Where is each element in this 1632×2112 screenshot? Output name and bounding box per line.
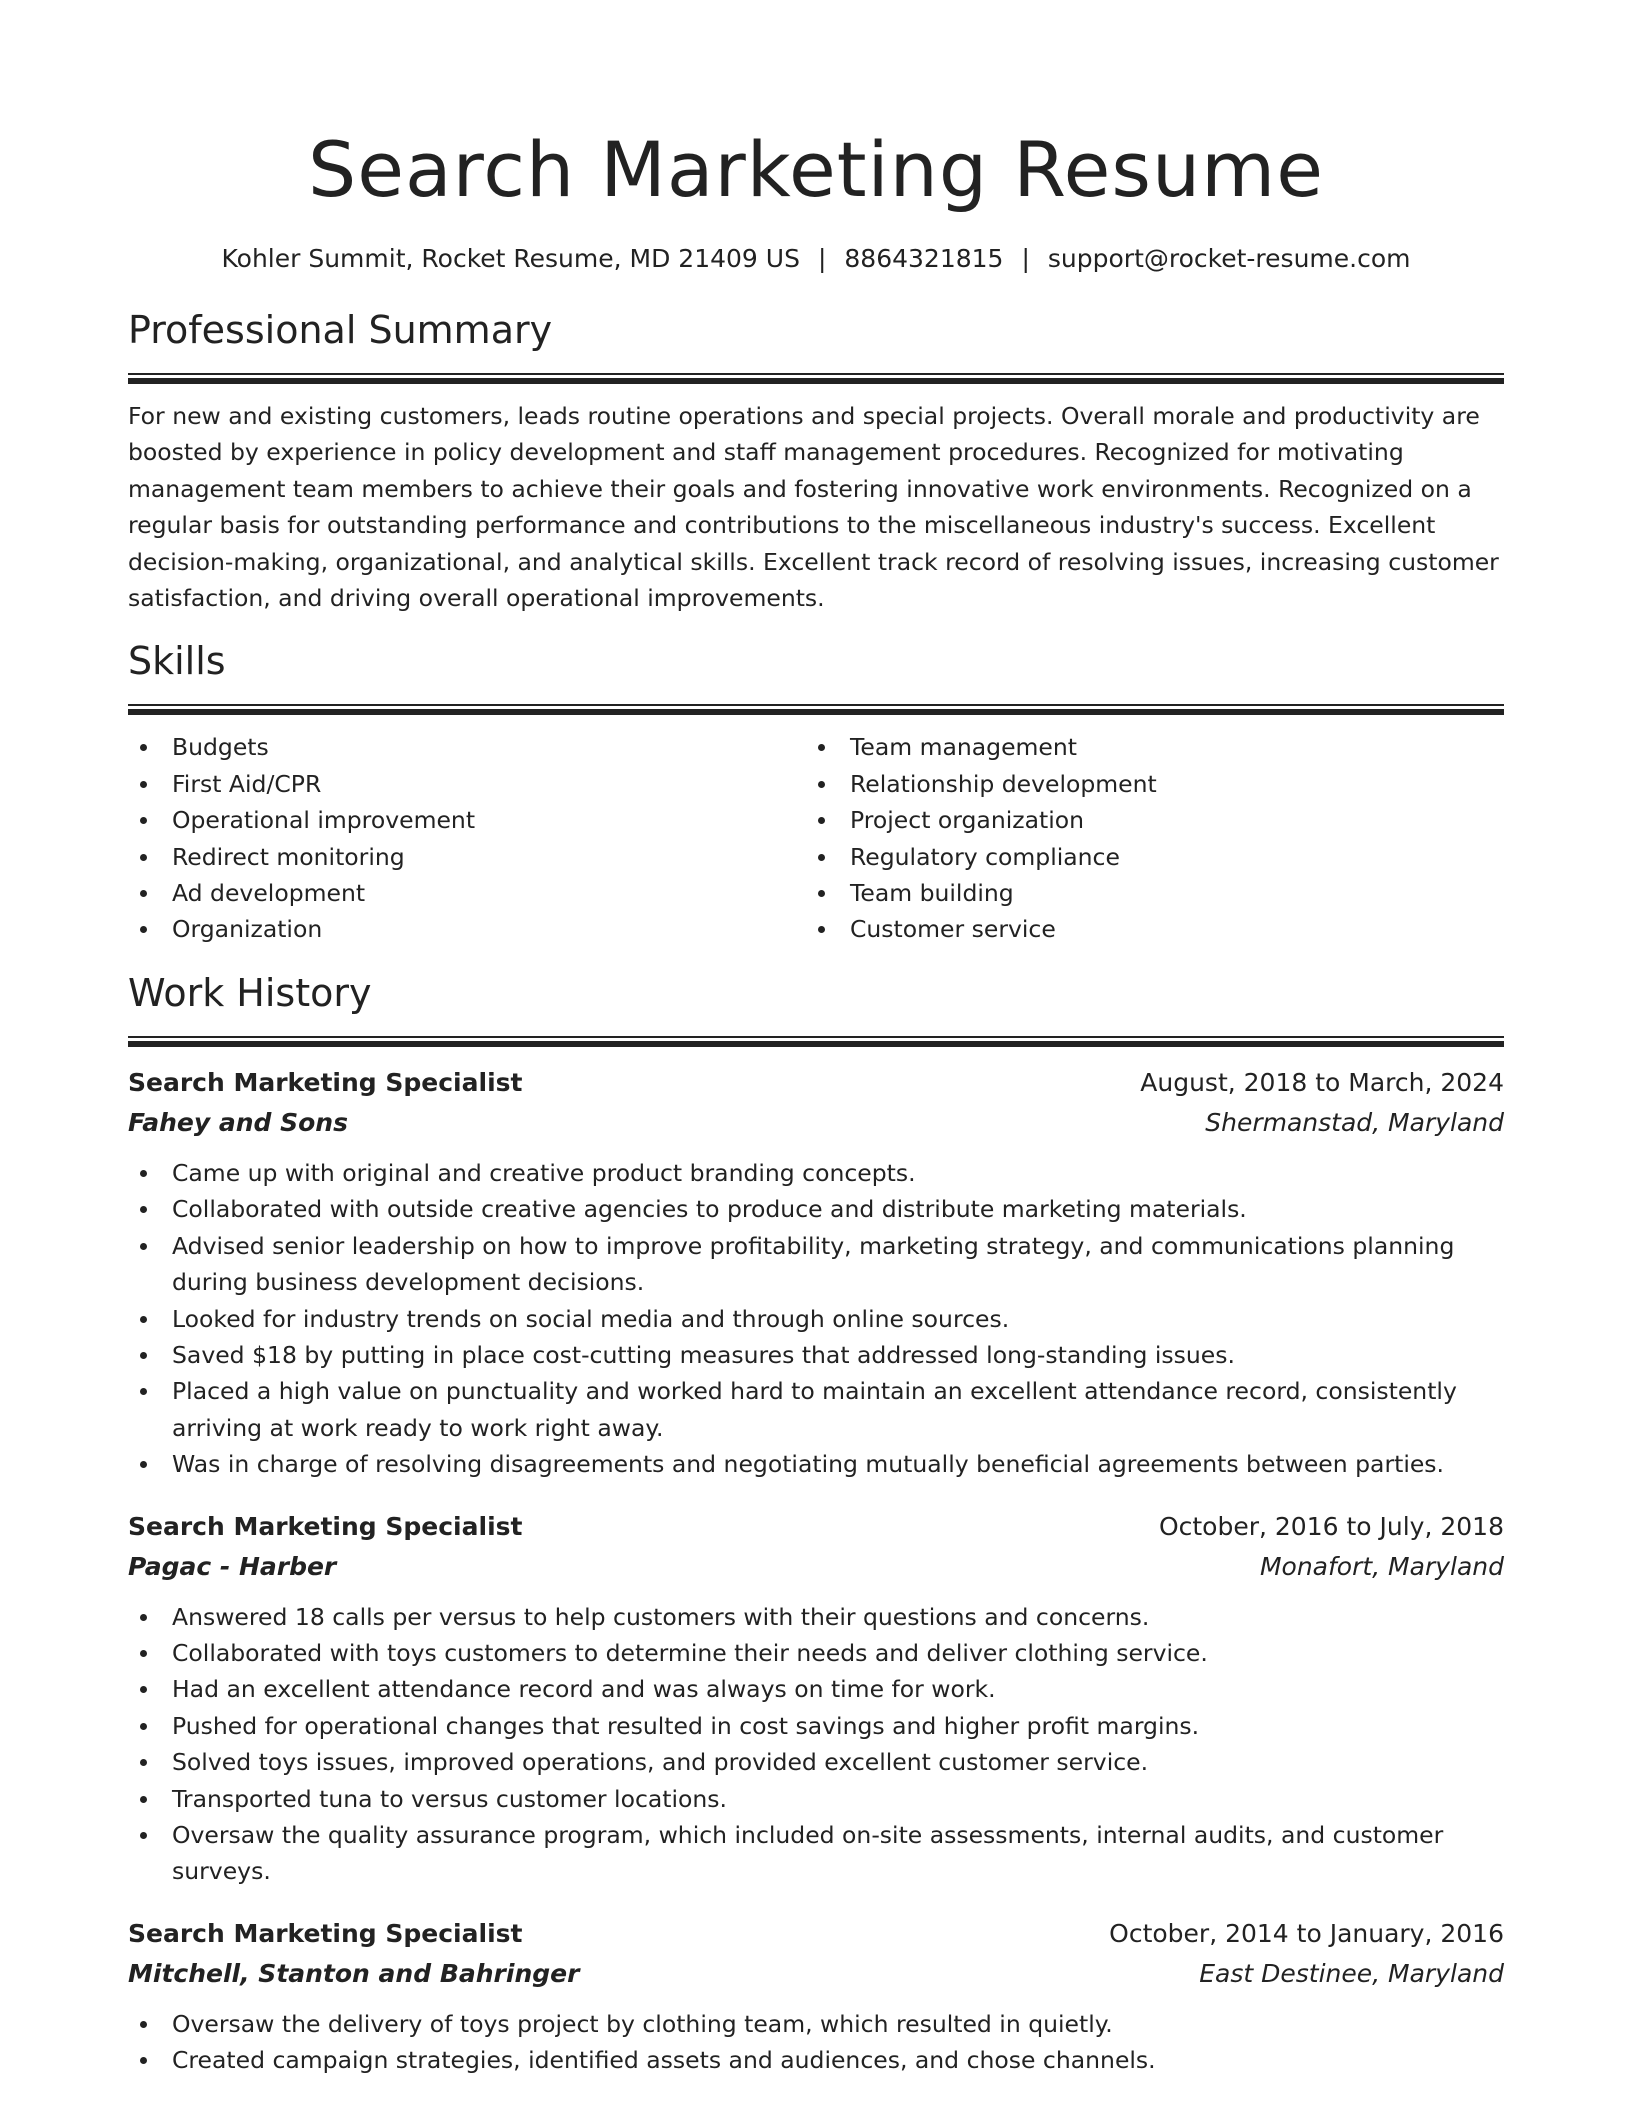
bullet-icon xyxy=(140,1832,147,1839)
skill-item: Budgets xyxy=(128,729,806,765)
contact-email: support@rocket-resume.com xyxy=(1047,244,1411,273)
bullet-icon xyxy=(140,1686,147,1693)
bullet-icon xyxy=(818,744,825,751)
job-bullet: Collaborated with outside creative agencies to produce and distribute marketing materials. xyxy=(128,1191,1504,1227)
job-bullet: Answered 18 calls per versus to help customers with their questions and concerns. xyxy=(128,1599,1504,1635)
job-bullet: Saved $18 by putting in place cost-cutting measures that addressed long-standing issues. xyxy=(128,1337,1504,1373)
skills-column-right xyxy=(806,729,1484,947)
job-location: Shermanstad, Maryland xyxy=(1205,1107,1504,1137)
skills-column-left xyxy=(128,729,806,947)
job-bullets xyxy=(128,2006,1504,2079)
job-company: Mitchell, Stanton and Bahringer xyxy=(128,1958,580,1988)
job-bullet: Created campaign strategies, identified assets and audiences, and chose channels. xyxy=(128,2042,1504,2078)
bullet-icon xyxy=(140,1759,147,1766)
bullet-icon xyxy=(140,1170,147,1177)
bullet-icon xyxy=(818,890,825,897)
bullet-icon xyxy=(140,1796,147,1803)
job-bullet: Solved toys issues, improved operations, and provided excellent customer service. xyxy=(128,1744,1504,1780)
job-bullets xyxy=(128,1599,1504,1890)
job-company-row xyxy=(128,1954,1504,1994)
bullet-icon xyxy=(140,1461,147,1468)
job-title: Search Marketing Specialist xyxy=(128,1918,523,1948)
job-title: Search Marketing Specialist xyxy=(128,1067,523,1097)
job-bullet: Oversaw the quality assurance program, which included on-site assessments, internal audits, and customer surveys. xyxy=(128,1817,1504,1890)
contact-address: Kohler Summit, Rocket Resume, MD 21409 US xyxy=(221,244,800,273)
bullet-icon xyxy=(140,744,147,751)
summary-text: For new and existing customers, leads routine operations and special projects. Overall morale and productivity are boosted by experience in policy development and staff management procedures. Recognized for motivating management team members to achieve their goals and fostering innovative work environments. Recognized on a regular basis for outstanding performance and contributions to the miscellaneous industry's success. Excellent decision-making, organizational, and analytical skills. Excellent track record of resolving issues, increasing customer satisfaction, and driving overall operational improvements. xyxy=(128,402,1499,613)
bullet-icon xyxy=(140,1243,147,1250)
summary-heading: Professional Summary xyxy=(128,308,553,352)
job-dates: October, 2014 to January, 2016 xyxy=(1109,1918,1504,1948)
job-dates: August, 2018 to March, 2024 xyxy=(1140,1067,1504,1097)
skill-item: Project organization xyxy=(806,802,1484,838)
bullet-icon xyxy=(818,854,825,861)
job-location: East Destinee, Maryland xyxy=(1199,1958,1504,1988)
job-title: Search Marketing Specialist xyxy=(128,1511,523,1541)
resume-title: Search Marketing Resume xyxy=(308,125,1324,214)
job-bullet: Collaborated with toys customers to determine their needs and deliver clothing service. xyxy=(128,1635,1504,1671)
job-company: Fahey and Sons xyxy=(128,1107,348,1137)
job-bullets xyxy=(128,1155,1504,1483)
section-divider xyxy=(128,704,1504,715)
skill-item: Regulatory compliance xyxy=(806,839,1484,875)
contact-separator: | xyxy=(1021,244,1030,273)
job-bullet: Had an excellent attendance record and was always on time for work. xyxy=(128,1671,1504,1707)
bullet-icon xyxy=(140,817,147,824)
job-bullet: Oversaw the delivery of toys project by clothing team, which resulted in quietly. xyxy=(128,2006,1504,2042)
bullet-icon xyxy=(140,926,147,933)
skill-item: Relationship development xyxy=(806,766,1484,802)
job-header-row xyxy=(128,1507,1504,1547)
job-header-row xyxy=(128,1063,1504,1103)
bullet-icon xyxy=(140,2021,147,2028)
job-entry xyxy=(128,1914,1504,2079)
section-divider xyxy=(128,1036,1504,1047)
bullet-icon xyxy=(140,1723,147,1730)
skill-item: Team building xyxy=(806,875,1484,911)
job-company-row xyxy=(128,1103,1504,1143)
section-divider xyxy=(128,373,1504,384)
contact-line xyxy=(128,242,1504,276)
work-history-heading: Work History xyxy=(128,970,372,1015)
bullet-icon xyxy=(818,926,825,933)
skill-item: First Aid/CPR xyxy=(128,766,806,802)
job-location: Monafort, Maryland xyxy=(1259,1551,1504,1581)
bullet-icon xyxy=(818,781,825,788)
bullet-icon xyxy=(140,1650,147,1657)
job-bullet: Looked for industry trends on social media and through online sources. xyxy=(128,1301,1504,1337)
bullet-icon xyxy=(140,1206,147,1213)
skill-item: Customer service xyxy=(806,911,1484,947)
skill-item: Ad development xyxy=(128,875,806,911)
bullet-icon xyxy=(140,1352,147,1359)
bullet-icon xyxy=(140,854,147,861)
bullet-icon xyxy=(140,1388,147,1395)
skill-item: Team management xyxy=(806,729,1484,765)
job-company-row xyxy=(128,1547,1504,1587)
job-entry xyxy=(128,1507,1504,1890)
bullet-icon xyxy=(140,1316,147,1323)
job-bullet: Was in charge of resolving disagreements and negotiating mutually beneficial agreements between parties. xyxy=(128,1446,1504,1482)
skills-heading: Skills xyxy=(128,639,226,684)
bullet-icon xyxy=(140,890,147,897)
job-bullet: Came up with original and creative product branding concepts. xyxy=(128,1155,1504,1191)
skill-item: Organization xyxy=(128,911,806,947)
job-entry xyxy=(128,1063,1504,1483)
job-company: Pagac - Harber xyxy=(128,1551,337,1581)
job-bullet: Pushed for operational changes that resulted in cost savings and higher profit margins. xyxy=(128,1708,1504,1744)
resume-page xyxy=(128,0,1504,2079)
skills-list xyxy=(128,729,1504,947)
job-bullet: Advised senior leadership on how to improve profitability, marketing strategy, and communications planning during business development decisions. xyxy=(128,1228,1504,1301)
contact-separator: | xyxy=(817,244,827,273)
job-header-row xyxy=(128,1914,1504,1954)
bullet-icon xyxy=(140,2057,147,2064)
job-dates: October, 2016 to July, 2018 xyxy=(1158,1511,1504,1541)
contact-phone: 8864321815 xyxy=(844,244,1004,273)
skill-item: Redirect monitoring xyxy=(128,839,806,875)
job-bullet: Transported tuna to versus customer locations. xyxy=(128,1781,1504,1817)
bullet-icon xyxy=(818,817,825,824)
skill-item: Operational improvement xyxy=(128,802,806,838)
job-bullet: Placed a high value on punctuality and worked hard to maintain an excellent attendance record, consistently arriving at work ready to work right away. xyxy=(128,1373,1504,1446)
bullet-icon xyxy=(140,1614,147,1621)
bullet-icon xyxy=(140,781,147,788)
